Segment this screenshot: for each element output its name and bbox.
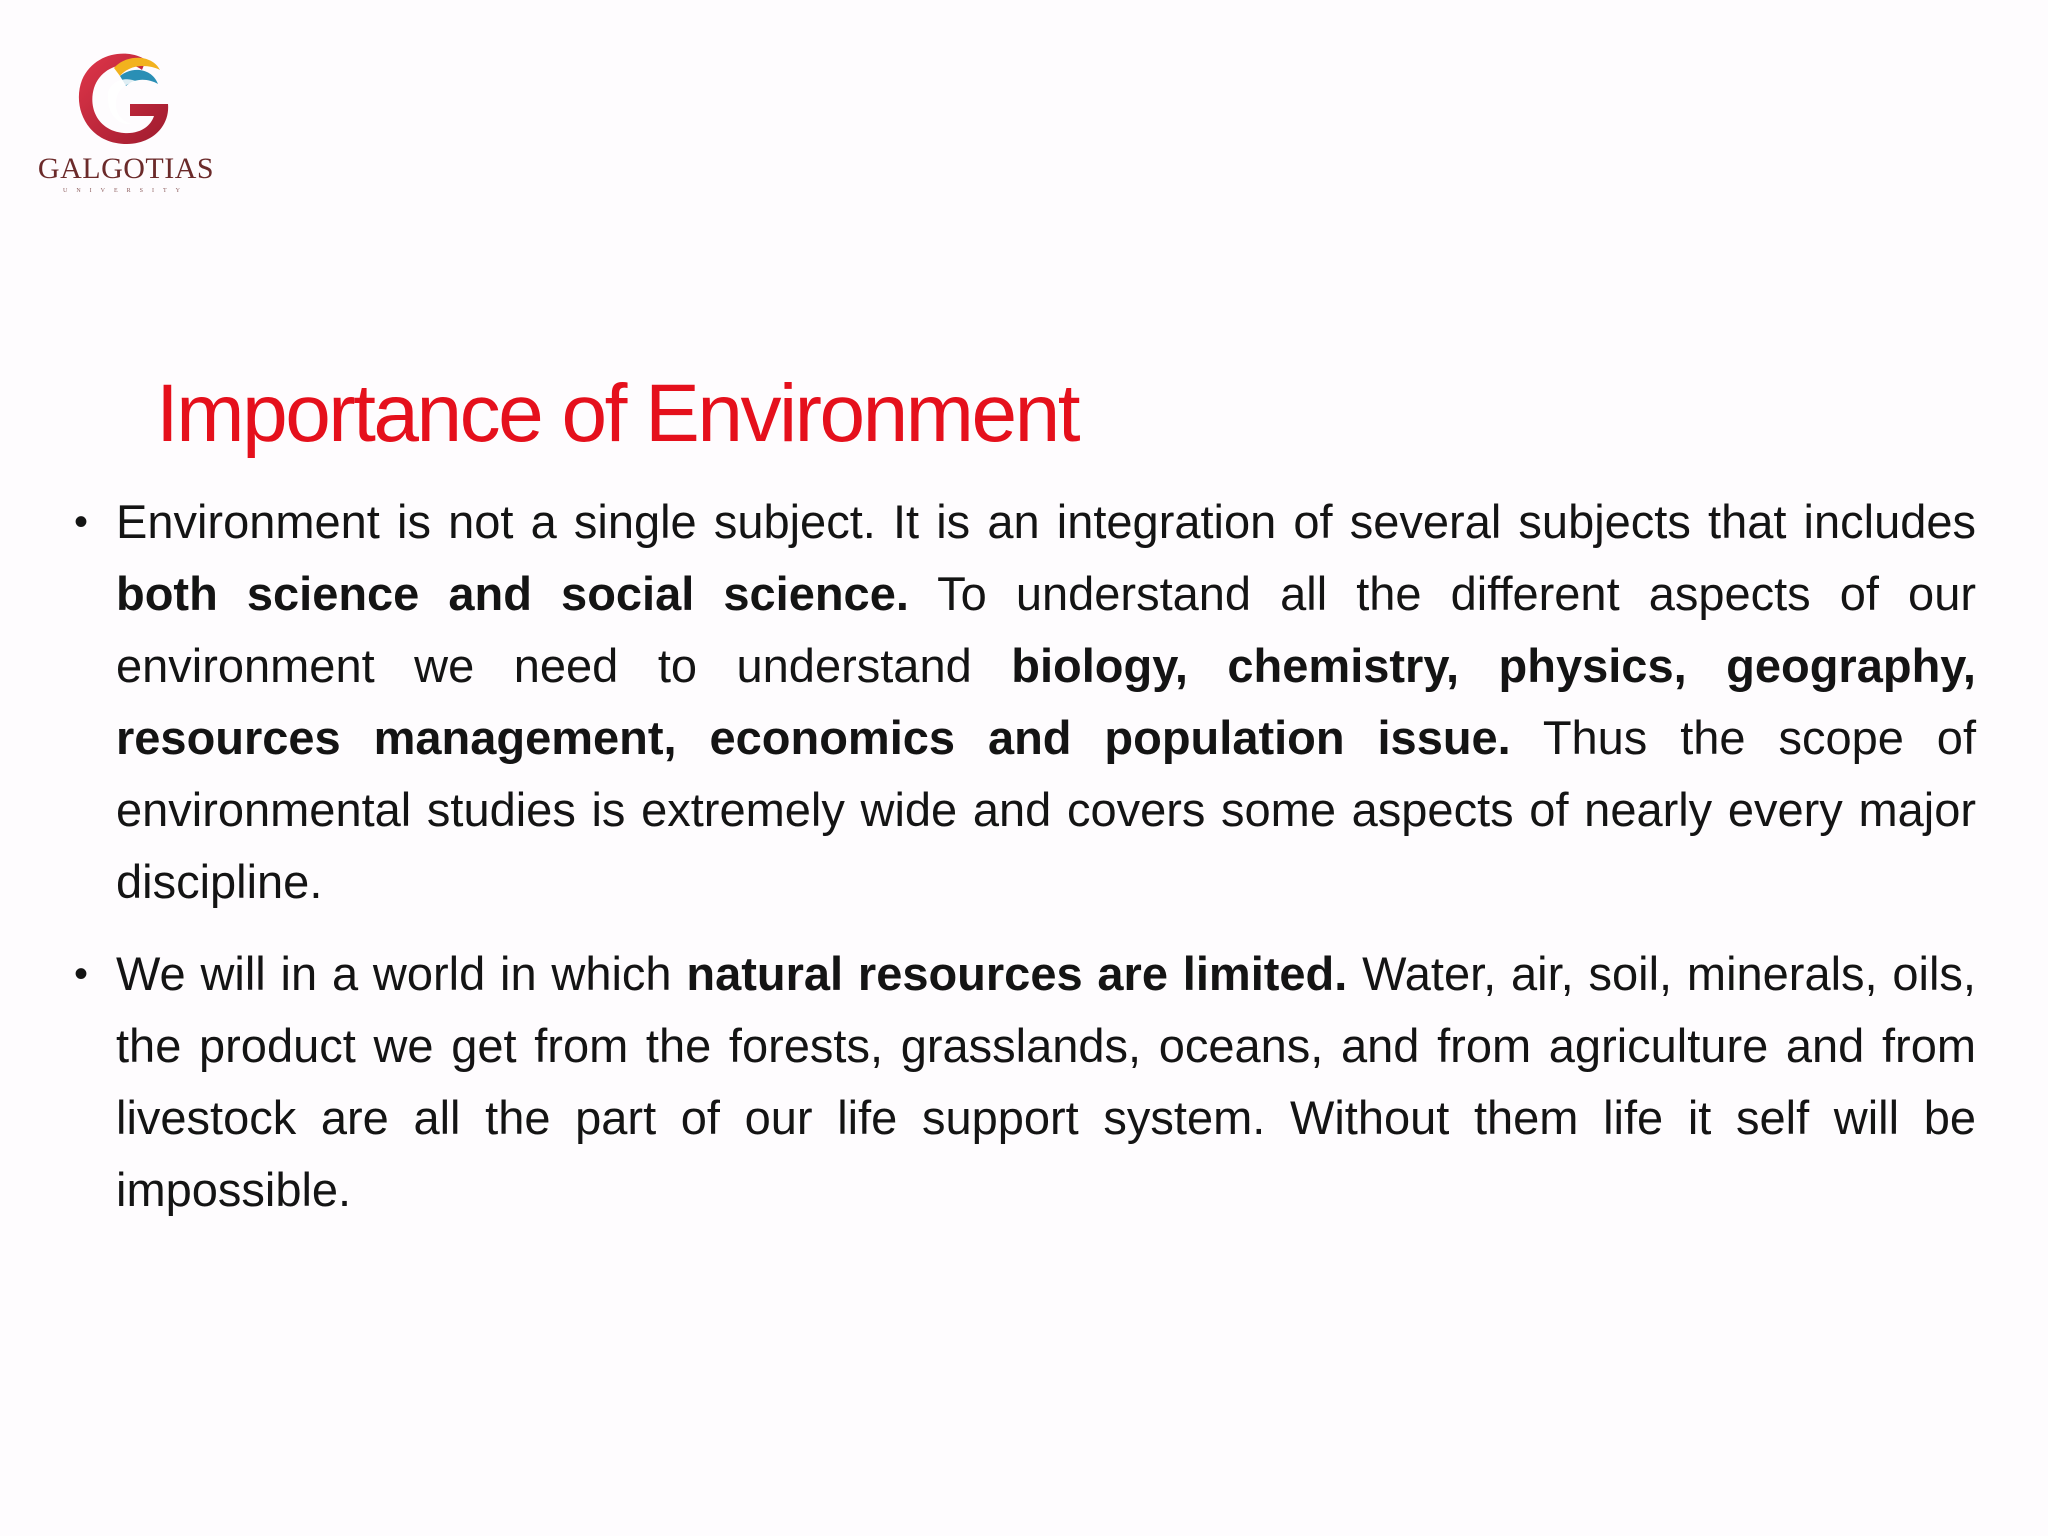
bullet-dot-icon: • <box>74 500 89 544</box>
text-segment: Water, air, soil, minerals, oils, the product we get from the forests, grasslands, oceans, and from agriculture and from livestock are all the part of our life support system. Without them life it self will be impossible. <box>116 947 1976 1216</box>
bullet-item <box>72 938 1976 1226</box>
bold-text-segment: natural resources are limited. <box>686 947 1348 1000</box>
bullet-text <box>116 495 1976 908</box>
bullet-list <box>72 486 1976 1246</box>
bold-text-segment: biology, chemistry, physics, geography, resources management, economics and population issue. <box>116 639 1976 764</box>
bullet-text <box>116 947 1976 1216</box>
logo-subtitle: UNIVERSITY <box>63 188 189 194</box>
bullet-item <box>72 486 1976 918</box>
logo-name: GALGOTIAS <box>37 152 215 185</box>
bold-text-segment: both science and social science. <box>116 567 909 620</box>
text-segment: We will in a world in which <box>116 947 687 1000</box>
bullet-dot-icon: • <box>74 952 89 996</box>
text-segment: To understand all the different aspects of our environment we need to understand <box>116 567 1976 692</box>
galgotias-logo-icon <box>68 46 178 152</box>
text-segment: Environment is not a single subject. It is an integration of several subjects that includes <box>116 495 1976 548</box>
university-logo <box>36 46 216 196</box>
slide-title: Importance of Environment <box>156 367 1078 459</box>
text-segment: Thus the scope of environmental studies is extremely wide and covers some aspects of nearly every major discipline. <box>116 711 1976 908</box>
